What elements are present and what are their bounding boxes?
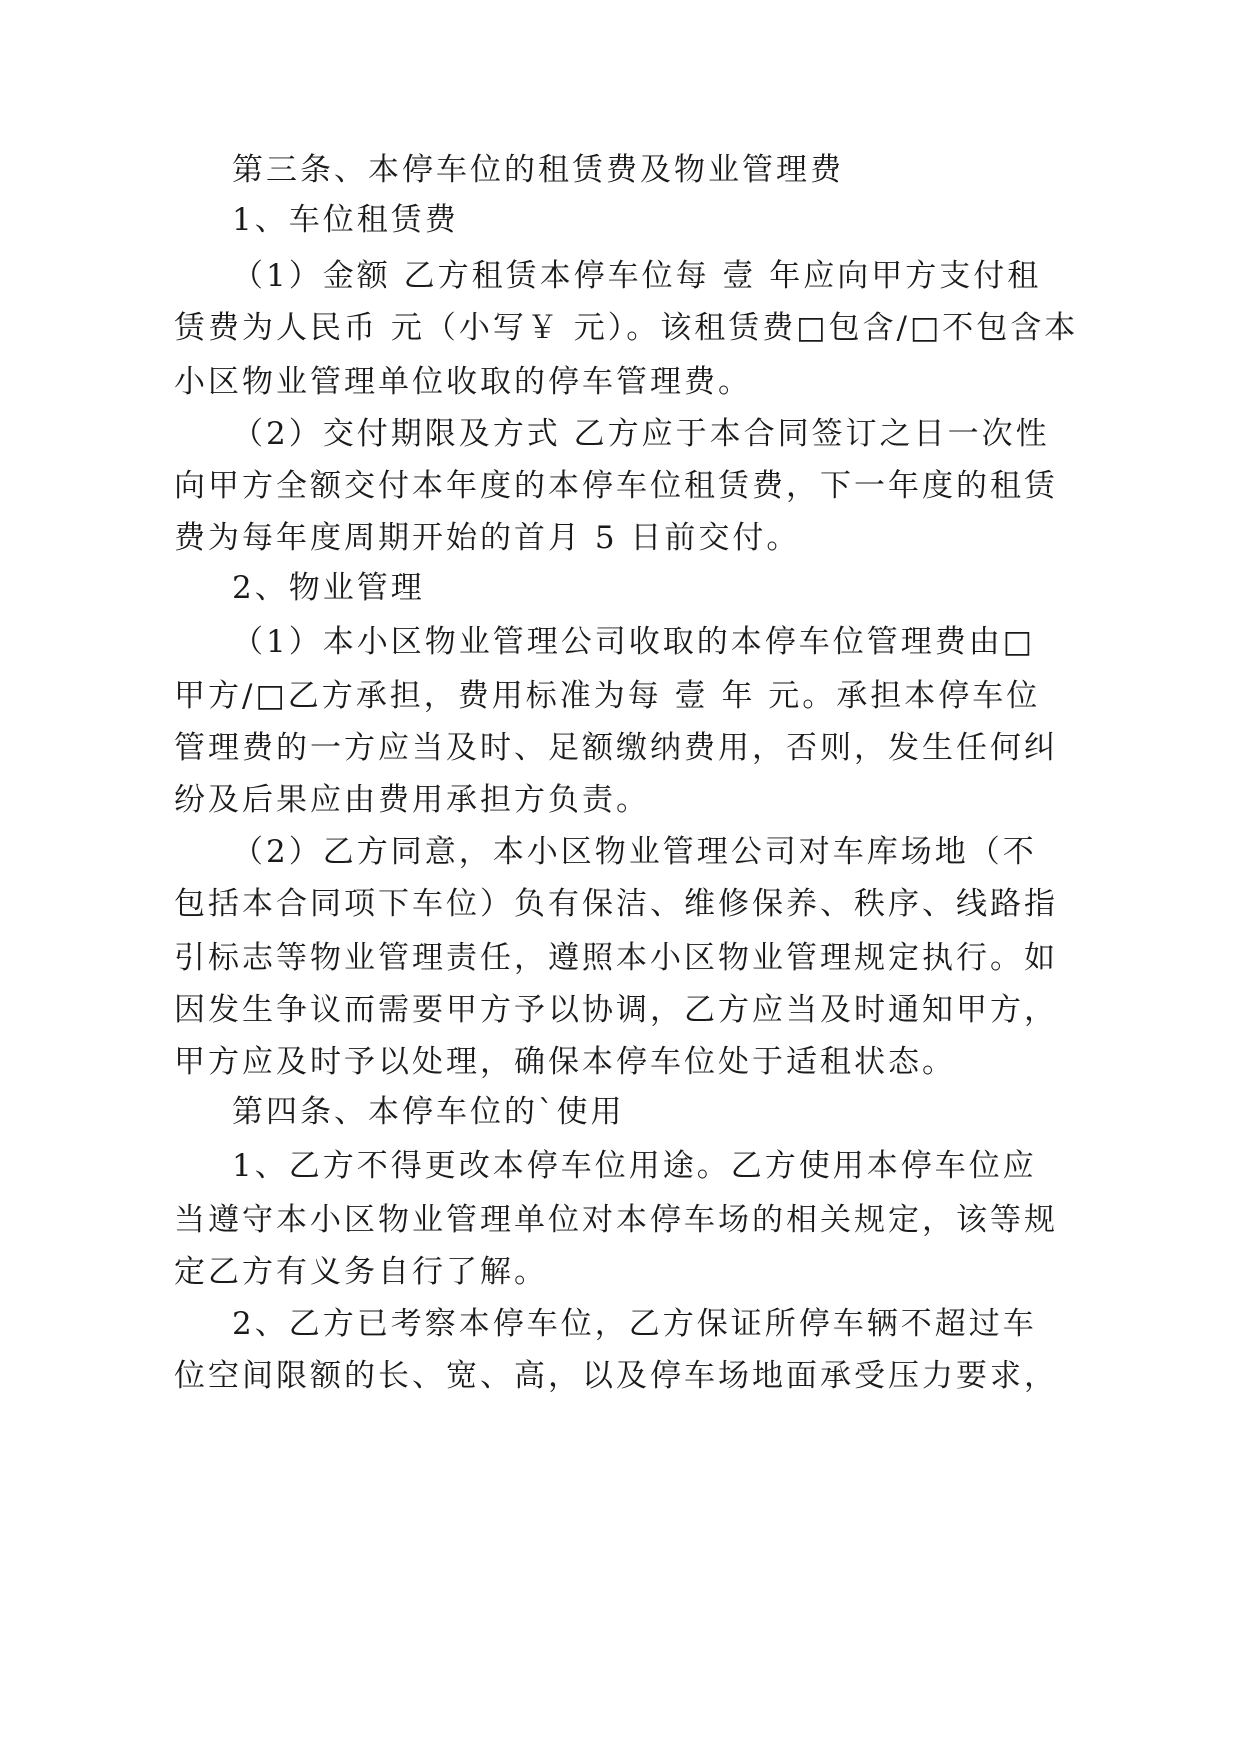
paragraph-line: （1）本小区物业管理公司收取的本停车位管理费由□ [232, 624, 1036, 660]
paragraph-line: 管理费的一方应当及时、足额缴纳费用，否则，发生任何纠 [174, 730, 1058, 766]
paragraph-line: 纷及后果应由费用承担方负责。 [174, 782, 650, 818]
paragraph-line: 向甲方全额交付本年度的本停车位租赁费，下一年度的租赁 [174, 468, 1058, 504]
paragraph-line: （1）金额 乙方租赁本停车位每 壹 年应向甲方支付租 [232, 258, 1042, 294]
paragraph-line: 1、乙方不得更改本停车位用途。乙方使用本停车位应 [232, 1148, 1037, 1184]
paragraph-line: （2）乙方同意，本小区物业管理公司对车库场地（不 [232, 834, 1037, 870]
paragraph-line: （2）交付期限及方式 乙方应于本合同签订之日一次性 [232, 416, 1050, 452]
paragraph-line: 甲方应及时予以处理，确保本停车位处于适租状态。 [174, 1044, 956, 1080]
article-3-heading: 第三条、本停车位的租赁费及物业管理费 [232, 152, 844, 188]
paragraph-line: 引标志等物业管理责任，遵照本小区物业管理规定执行。如 [174, 940, 1058, 976]
article-4-heading: 第四条、本停车位的`使用 [232, 1094, 625, 1130]
paragraph-line: 甲方/□乙方承担，费用标准为每 壹 年 元。承担本停车位 [174, 678, 1041, 714]
paragraph-line: 2、乙方已考察本停车位，乙方保证所停车辆不超过车 [232, 1306, 1037, 1342]
paragraph-line: 包括本合同项下车位）负有保洁、维修保养、秩序、线路指 [174, 886, 1058, 922]
paragraph-line: 位空间限额的长、宽、高，以及停车场地面承受压力要求， [174, 1358, 1058, 1394]
paragraph-line: 当遵守本小区物业管理单位对本停车场的相关规定，该等规 [174, 1202, 1058, 1238]
paragraph-line: 小区物业管理单位收取的停车管理费。 [174, 364, 752, 400]
paragraph-line: 赁费为人民币 元（小写￥ 元）。该租赁费□包含/□不包含本 [174, 310, 1079, 346]
section-1-heading: 1、车位租赁费 [232, 202, 459, 238]
paragraph-line: 费为每年度周期开始的首月 5 日前交付。 [174, 520, 801, 556]
paragraph-line: 定乙方有义务自行了解。 [174, 1254, 548, 1290]
paragraph-line: 因发生争议而需要甲方予以协调，乙方应当及时通知甲方， [174, 992, 1058, 1028]
section-2-heading: 2、物业管理 [232, 570, 425, 606]
